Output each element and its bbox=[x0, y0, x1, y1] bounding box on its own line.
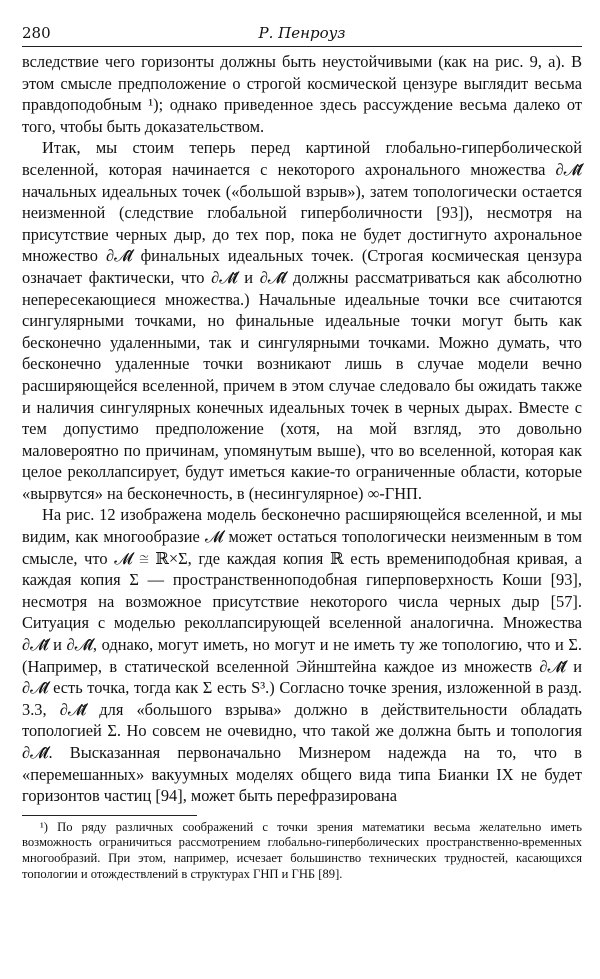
paragraph-1: вследствие чего горизонты должны быть неустойчивыми (как на рис. 9, а). В этом смысле предположение о строгой космической цензуре выглядит весьма правдоподобным ¹); однако приведенное здесь рассуждение весьма далеко от того, чтобы быть доказательством. bbox=[22, 52, 582, 136]
paragraph-3: На рис. 12 изображена модель бесконечно расширяющейся вселенной, и мы видим, как многообразие 𝓜 может остаться топологически неизменным в том смысле, что 𝓜 ≅ ℝ×Σ, где каждая копия ℝ есть времениподобная кривая, а каждая копия Σ — пространственноподобная гиперповерхность Коши [93], несмотря на возможное присутствие некоторого числа черных дыр [57]. Ситуация с моделью реколлапсирующей вселенной аналогична. Множества ∂𝓜̌ и ∂𝓜̂, однако, могут иметь, но могут и не иметь ту же топологию, что и Σ. (Например, в статической вселенной Эйнштейна каждое из множеств ∂𝓜̌ и ∂𝓜̂ есть точка, тогда как Σ есть S³.) Согласно точке зрения, изложенной в разд. 3.3, ∂𝓜̌ для «большого взрыва» должно в действительности обладать топологией Σ. Но совсем не очевидно, что такой же должна быть и топология ∂𝓜̂. Высказанная первоначально Мизнером надежда на то, что в «перемешанных» вакуумных моделях общего вида типа Бианки IX не будет горизонтов частиц [94], может быть перефразирована bbox=[22, 505, 582, 806]
running-head: Р. Пенроуз bbox=[258, 24, 346, 42]
footnote-divider bbox=[22, 815, 197, 816]
body-text bbox=[22, 51, 582, 807]
page-number: 280 bbox=[22, 24, 51, 42]
paragraph-2: Итак, мы стоим теперь перед картиной глобально-гиперболической вселенной, которая начинается с некоторого ахронального множества ∂𝓜̌ начальных идеальных точек («большой взрыв»), затем топологически остается неизменной (следствие глобальной гиперболичности [93]), несмотря на присутствие черных дыр, до тех пор, пока не будет достигнуто ахрональное множество ∂𝓜̂ финальных идеальных точек. (Строгая космическая цензура означает фактически, что ∂𝓜̌ и ∂𝓜̂ должны рассматриваться как абсолютно непересекающиеся множества.) Начальные идеальные точки все считаются сингулярными точками, но финальные идеальные точки могут быть как бесконечно удаленными, так и сингулярными точками. Можно думать, что бесконечно удаленные точки возникают лишь в случае модели вечно расширяющейся вселенной, причем в этом случае следовало бы ожидать также и наличия сингулярных конечных идеальных точек в черных дырах. Вместе с тем допустимо предположение (хотя, на мой взгляд, это довольно маловероятно по причинам, упомянутым выше), что во вселенной, которая как целое реколлапсирует, будут иметься какие-то ограниченные области, которые «вырвутся» на бесконечность, в (несингулярное) ∞-ГНП. bbox=[22, 138, 582, 503]
page-header bbox=[22, 22, 582, 47]
footnote: ¹) По ряду различных соображений с точки зрения математики весьма желательно иметь возможность ограничиться рассмотрением глобально-гиперболических пространственно-временных многообразий. При этом, например, исчезает большинство технических трудностей, касающихся топологии и отождествлений в структурах ГНП и ГНБ [89]. bbox=[22, 819, 582, 881]
